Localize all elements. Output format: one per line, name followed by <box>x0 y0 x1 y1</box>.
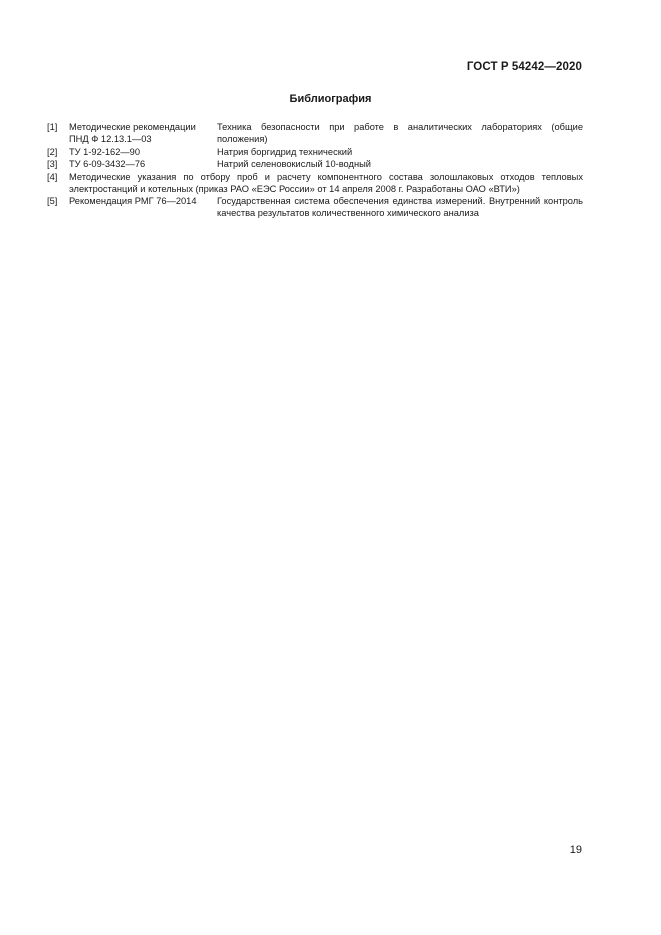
page-number: 19 <box>569 844 582 856</box>
reference-number: [2] <box>47 146 58 157</box>
reference-source: ТУ 6-09-3432—76 <box>69 159 146 169</box>
bibliography-item <box>47 121 583 145</box>
reference-title: Государственная система обеспечения единства измерений. Внутренний контроль качества результатов количественного химического анализа <box>217 196 583 218</box>
standard-code: ГОСТ Р 54242—2020 <box>466 61 582 73</box>
reference-source: ТУ 1-92-162—90 <box>69 146 141 157</box>
bibliography-item <box>47 171 583 195</box>
reference-title: Натрий селеновокислый 10-водный <box>217 159 371 169</box>
bibliography-item <box>47 146 583 158</box>
reference-full-text: Методические указания по отбору проб и расчету компонентного состава золошлаковых отходов тепловых электростанций и котельных (приказ РАО «ЕЭС России» от 14 апреля 2008 г. Разработаны ОАО «ВТИ») <box>69 171 583 194</box>
reference-number: [3] <box>47 159 58 169</box>
bibliography-list <box>47 121 583 220</box>
reference-source: Методические рекомендации ПНД Ф 12.13.1—03 <box>69 122 196 144</box>
reference-number: [5] <box>47 196 58 206</box>
reference-source: Рекомендация РМГ 76—2014 <box>69 196 197 206</box>
reference-number: [1] <box>47 122 58 132</box>
section-title: Библиография <box>289 93 372 105</box>
reference-title: Натрия боргидрид технический <box>217 146 353 157</box>
bibliography-item <box>47 158 583 170</box>
reference-title: Техника безопасности при работе в аналитических лабораториях (общие положения) <box>217 122 583 144</box>
reference-number: [4] <box>47 171 58 182</box>
bibliography-item <box>47 195 583 219</box>
